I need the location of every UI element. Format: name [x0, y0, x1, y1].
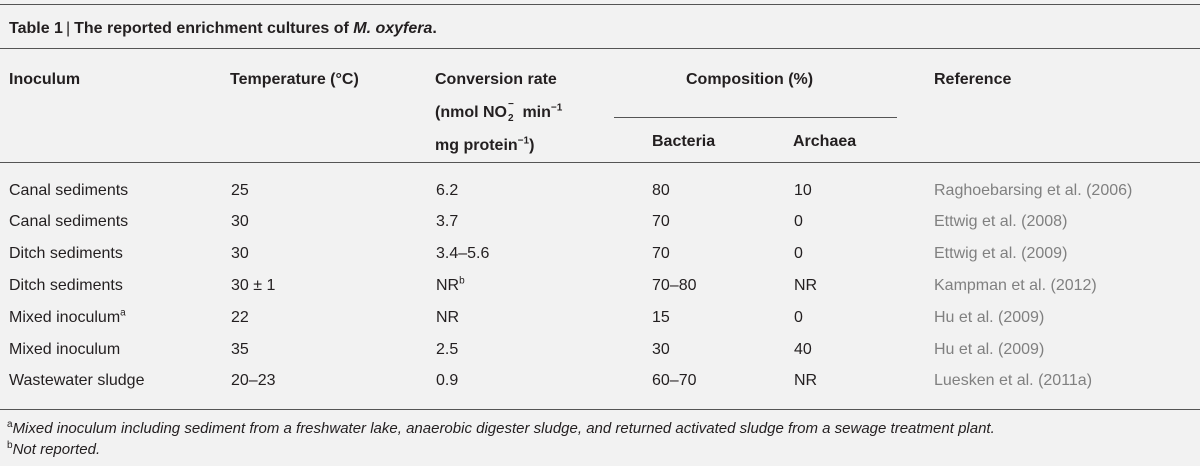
footnote-a: $^a$Mixed inoculum including sediment from a freshwater lake, anaerobic digester sludge, and returned activated sludge from a sewage treatment plant.: [7, 419, 995, 437]
cell-temperature: 25: [231, 182, 249, 199]
cell-archaea: NR: [794, 372, 818, 389]
table-caption: Table 1 | The reported enrichment cultures of M. oxyfera.: [9, 20, 437, 37]
cell-reference: Raghoebarsing et al. (2006): [934, 182, 1133, 199]
cell-rate: NR: [436, 309, 460, 326]
cell-bacteria: 70: [652, 245, 670, 262]
cell-archaea: 10: [794, 182, 812, 199]
cell-inoculum: Ditch sediments: [9, 277, 123, 294]
table-label: Table 1: [9, 20, 63, 37]
cell-temperature: 35: [231, 341, 249, 358]
cell-inoculum: Mixed inoculum: [9, 341, 121, 358]
cell-inoculum: Canal sediments: [9, 213, 129, 230]
cell-temperature: 22: [231, 309, 249, 326]
cell-archaea: 0: [794, 309, 803, 326]
cell-reference: Ettwig et al. (2009): [934, 245, 1068, 262]
cell-reference: Ettwig et al. (2008): [934, 213, 1068, 230]
cell-reference: Kampman et al. (2012): [934, 277, 1097, 294]
cell-inoculum: Wastewater sludge: [9, 372, 145, 389]
header-conversion-rate: Conversion rate (nmol NO − 2 $\min^{-1}$ mg protein$^{-1}$): [435, 71, 563, 154]
footnote-b: $^b$Not reported.: [7, 440, 101, 458]
header-bacteria: Bacteria: [652, 133, 716, 150]
composition-rule: [614, 117, 897, 118]
cell-archaea: 0: [794, 213, 803, 230]
cell-rate: 2.5: [436, 341, 459, 358]
cell-bacteria: 70–80: [652, 277, 697, 294]
cell-inoculum: Mixed inoculum$^a$: [9, 307, 126, 326]
cell-rate: 3.7: [436, 213, 459, 230]
cell-rate: 3.4–5.6: [436, 245, 490, 262]
cell-archaea: 0: [794, 245, 803, 262]
cell-bacteria: 70: [652, 213, 670, 230]
cell-reference: Luesken et al. (2011a): [934, 372, 1093, 389]
footnote-marker-a: a: [120, 307, 126, 319]
header-archaea: Archaea: [793, 133, 857, 150]
organism-name: M. oxyfera: [353, 20, 433, 37]
cell-bacteria: 30: [652, 341, 670, 358]
cell-rate: 0.9: [436, 372, 459, 389]
cell-temperature: 20–23: [231, 372, 276, 389]
caption-rule: [0, 48, 1200, 49]
header-reference: Reference: [934, 71, 1012, 88]
cell-temperature: 30 ± 1: [231, 277, 276, 294]
cell-reference: Hu et al. (2009): [934, 309, 1045, 326]
table-title-prefix: The reported enrichment cultures of: [74, 20, 354, 37]
cell-rate: 6.2: [436, 182, 459, 199]
header-bottom-rule: [0, 162, 1200, 163]
cell-archaea: NR: [794, 277, 818, 294]
table-bottom-rule: [0, 409, 1200, 410]
cell-bacteria: 80: [652, 182, 670, 199]
cell-reference: Hu et al. (2009): [934, 341, 1045, 358]
cell-inoculum: Canal sediments: [9, 182, 129, 199]
cell-rate: $NR^b$: [436, 275, 465, 294]
header-inoculum: Inoculum: [9, 71, 81, 88]
top-rule: [0, 4, 1200, 5]
header-composition: Composition (%): [686, 71, 814, 88]
footnote-marker-b: b: [459, 275, 465, 287]
cell-bacteria: 60–70: [652, 372, 697, 389]
header-temperature: Temperature (°C): [230, 71, 359, 88]
cell-archaea: 40: [794, 341, 812, 358]
cell-bacteria: 15: [652, 309, 670, 326]
cell-temperature: 30: [231, 245, 249, 262]
cell-inoculum: Ditch sediments: [9, 245, 123, 262]
cell-temperature: 30: [231, 213, 249, 230]
